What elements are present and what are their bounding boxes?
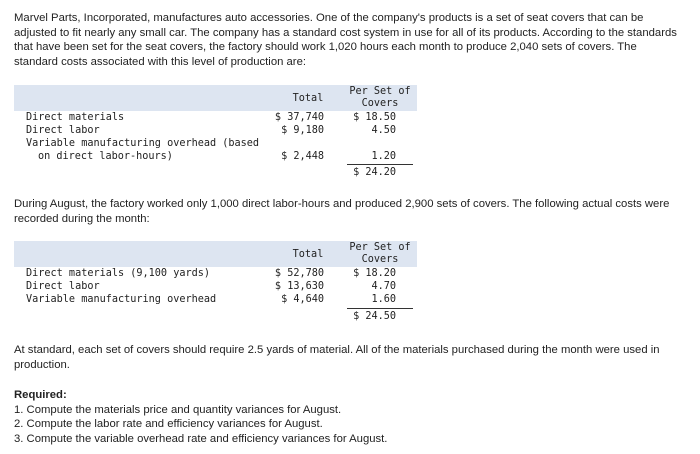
header-per-line2: Covers	[361, 98, 399, 110]
table-total-row	[14, 166, 417, 179]
per-set-total: $ 24.50	[353, 311, 396, 322]
standard-cost-table	[14, 85, 417, 181]
table-total-row	[14, 310, 417, 323]
row-label: Direct labor	[26, 281, 100, 292]
subtotal-rule	[347, 164, 413, 165]
table-row	[14, 267, 417, 280]
subtotal-rule	[347, 308, 413, 309]
table-row	[14, 137, 417, 150]
required-title: Required:	[14, 389, 67, 401]
required-section	[14, 388, 682, 446]
header-per-line1: Per Set of	[349, 86, 411, 97]
row-label: Direct materials (9,100 yards)	[26, 268, 211, 279]
row-total: $ 2,448	[281, 151, 324, 162]
row-total: $ 13,630	[274, 281, 324, 292]
row-per-set: $ 18.20	[353, 268, 396, 279]
august-paragraph: During August, the factory worked only 1,000 direct labor-hours and produced 2,900 sets of covers. The following actual costs were recorded during the month:	[14, 198, 670, 225]
header-total: Total	[292, 93, 324, 104]
row-total: $ 9,180	[281, 125, 324, 136]
table-row	[14, 124, 417, 137]
row-label: Direct materials	[26, 112, 125, 123]
row-per-set: 4.70	[371, 281, 396, 292]
header-per-line2: Covers	[361, 254, 399, 266]
header-per-set	[347, 86, 413, 111]
table-row	[14, 111, 417, 124]
per-set-total: $ 24.20	[353, 167, 396, 178]
row-label: Variable manufacturing overhead	[26, 294, 217, 305]
row-label: Direct labor	[26, 125, 100, 136]
row-per-set: 1.20	[371, 151, 396, 162]
row-per-set: 1.60	[371, 294, 396, 305]
row-total: $ 4,640	[281, 294, 324, 305]
row-per-set: 4.50	[371, 125, 396, 136]
standard-note-paragraph: At standard, each set of covers should require 2.5 yards of material. All of the materials purchased during the month were used in production.	[14, 344, 660, 371]
header-per-set	[347, 242, 413, 267]
required-item-3: 3. Compute the variable overhead rate and efficiency variances for August.	[14, 432, 388, 445]
table-row	[14, 280, 417, 293]
row-total: $ 52,780	[274, 268, 324, 279]
row-total: $ 37,740	[274, 112, 324, 123]
header-total: Total	[292, 249, 324, 260]
row-per-set: $ 18.50	[353, 112, 396, 123]
intro-paragraph: Marvel Parts, Incorporated, manufactures auto accessories. One of the company's products is a set of seat covers that can be adjusted to fit nearly any small car. The company has a standard cost system in use for all of its products. According to the standards that have been set for the seat covers, the factory should work 1,020 hours each month to produce 2,040 sets of covers. The standard costs associated with this level of production are:	[14, 12, 677, 68]
row-label: Variable manufacturing overhead (based	[26, 138, 260, 149]
table-row	[14, 150, 417, 163]
row-label-continued: on direct labor-hours)	[38, 151, 173, 162]
table-row	[14, 293, 417, 306]
required-item-2: 2. Compute the labor rate and efficiency variances for August.	[14, 418, 323, 431]
required-item-1: 1. Compute the materials price and quantity variances for August.	[14, 403, 342, 416]
header-per-line1: Per Set of	[349, 242, 411, 253]
actual-cost-table	[14, 241, 417, 329]
